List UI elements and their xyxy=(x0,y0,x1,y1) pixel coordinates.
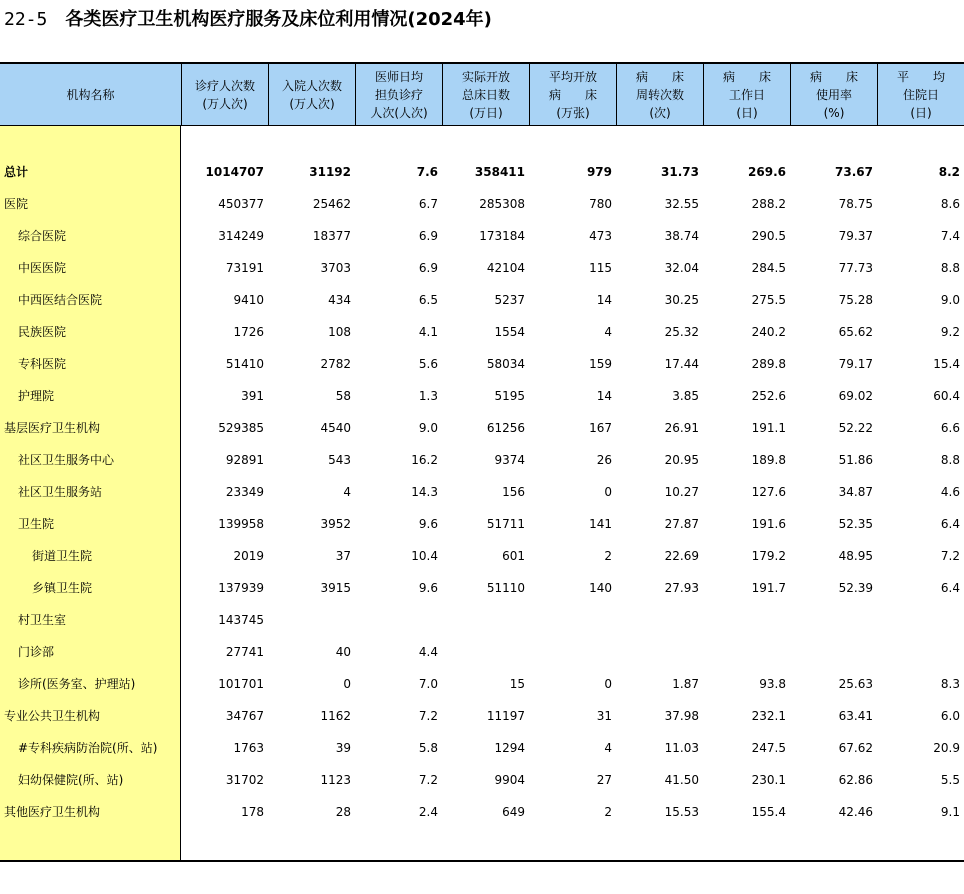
table-row xyxy=(0,316,964,348)
header-cell xyxy=(181,64,268,126)
header-line: (万人次) xyxy=(202,97,248,111)
row-label: 诊所(医务室、护理站) xyxy=(18,677,136,691)
table-cell xyxy=(442,636,525,668)
table-cell: 232.1 xyxy=(751,709,786,723)
table-cell: 10.27 xyxy=(664,485,699,499)
table-cell: 9904 xyxy=(494,773,525,787)
table-row xyxy=(0,636,964,668)
table-cell: 62.86 xyxy=(838,773,873,787)
table-cell xyxy=(355,604,438,636)
table-cell: 8.6 xyxy=(940,197,960,211)
table-cell: 9410 xyxy=(233,293,264,307)
row-label: 护理院 xyxy=(18,389,55,403)
header-line: 实际开放 xyxy=(461,70,510,84)
table-cell: 3.85 xyxy=(672,389,699,403)
table-header xyxy=(0,62,964,126)
table-row xyxy=(0,508,964,540)
table-cell: 434 xyxy=(328,293,351,307)
table-cell: 1123 xyxy=(320,773,351,787)
table-cell: 275.5 xyxy=(751,293,786,307)
table-cell: 20.95 xyxy=(664,453,699,467)
table-cell: 3952 xyxy=(320,517,351,531)
table-cell: 61256 xyxy=(486,421,525,435)
table-cell: 42104 xyxy=(486,261,525,275)
table-cell: 9.6 xyxy=(418,581,438,595)
table-cell: 191.7 xyxy=(751,581,786,595)
table-cell: 159 xyxy=(589,357,612,371)
table-cell: 6.4 xyxy=(940,581,960,595)
table-row xyxy=(0,348,964,380)
table-row xyxy=(0,284,964,316)
row-label: 民族医院 xyxy=(18,325,67,339)
table-cell: 51110 xyxy=(486,581,525,595)
table-cell: 0 xyxy=(604,677,612,691)
table-cell: 27741 xyxy=(225,645,264,659)
table-cell: 1162 xyxy=(320,709,351,723)
table-row xyxy=(0,572,964,604)
table-cell: 269.6 xyxy=(748,165,786,179)
table-cell: 23349 xyxy=(225,485,264,499)
table-cell: 58034 xyxy=(486,357,525,371)
table-cell: 101701 xyxy=(218,677,264,691)
table-cell: 27 xyxy=(596,773,612,787)
header-cell xyxy=(268,64,355,126)
table-cell: 1726 xyxy=(233,325,264,339)
table-cell: 15 xyxy=(509,677,525,691)
table-cell: 4 xyxy=(604,325,612,339)
table-cell: 51410 xyxy=(225,357,264,371)
table-cell: 7.2 xyxy=(418,773,438,787)
table-row xyxy=(0,444,964,476)
table-cell: 11.03 xyxy=(664,741,699,755)
table-cell: 75.28 xyxy=(838,293,873,307)
table-cell: 7.2 xyxy=(940,549,960,563)
table-cell xyxy=(703,636,786,668)
table-cell: 34767 xyxy=(225,709,264,723)
row-label: 乡镇卫生院 xyxy=(32,581,93,595)
table-cell: 52.35 xyxy=(838,517,873,531)
table-cell xyxy=(790,636,873,668)
row-label: 街道卫生院 xyxy=(32,549,93,563)
row-label: #专科疾病防治院(所、站) xyxy=(18,741,158,755)
table-cell: 40 xyxy=(335,645,351,659)
table-cell: 79.37 xyxy=(838,229,873,243)
table-cell: 143745 xyxy=(218,613,264,627)
table-cell: 28 xyxy=(335,805,351,819)
table-cell: 11197 xyxy=(486,709,525,723)
table-cell: 167 xyxy=(589,421,612,435)
table-cell: 4 xyxy=(343,485,351,499)
table-cell: 34.87 xyxy=(838,485,873,499)
table-cell: 30.25 xyxy=(664,293,699,307)
table-cell xyxy=(790,604,873,636)
table-cell: 52.22 xyxy=(838,421,873,435)
header-cell xyxy=(355,64,442,126)
table-cell: 173184 xyxy=(479,229,525,243)
table-cell: 4.6 xyxy=(940,485,960,499)
table-cell xyxy=(268,604,351,636)
row-label: 村卫生室 xyxy=(18,613,67,627)
header-line: 平 均 xyxy=(896,70,945,84)
table-cell: 6.5 xyxy=(418,293,438,307)
table-cell: 2 xyxy=(604,805,612,819)
table-cell: 41.50 xyxy=(664,773,699,787)
table-cell: 93.8 xyxy=(759,677,786,691)
table-cell: 1.3 xyxy=(418,389,438,403)
table-cell: 358411 xyxy=(474,165,525,179)
table-cell: 8.8 xyxy=(940,453,960,467)
table-row xyxy=(0,700,964,732)
table-cell: 18377 xyxy=(312,229,351,243)
table-cell: 2 xyxy=(604,549,612,563)
table-cell: 14 xyxy=(596,389,612,403)
table-cell: 240.2 xyxy=(751,325,786,339)
row-label: 妇幼保健院(所、站) xyxy=(18,773,124,787)
table-cell: 8.8 xyxy=(940,261,960,275)
header-cell xyxy=(616,64,703,126)
table-cell: 7.0 xyxy=(418,677,438,691)
header-line: 周转次数 xyxy=(635,88,684,102)
table-row xyxy=(0,188,964,220)
header-line: 担负诊疗 xyxy=(374,88,423,102)
table-row xyxy=(0,604,964,636)
table-cell: 115 xyxy=(589,261,612,275)
table-cell: 14.3 xyxy=(411,485,438,499)
table-row xyxy=(0,412,964,444)
table-row xyxy=(0,764,964,796)
table-cell: 77.73 xyxy=(838,261,873,275)
header-line: (万日) xyxy=(469,106,503,120)
table-cell: 5195 xyxy=(494,389,525,403)
table-cell: 529385 xyxy=(218,421,264,435)
table-cell: 32.55 xyxy=(664,197,699,211)
table-cell: 155.4 xyxy=(751,805,786,819)
table-cell: 63.41 xyxy=(838,709,873,723)
table-cell: 6.4 xyxy=(940,517,960,531)
table-cell: 7.4 xyxy=(940,229,960,243)
table-cell: 15.4 xyxy=(933,357,960,371)
table-cell: 60.4 xyxy=(933,389,960,403)
row-label: 总计 xyxy=(4,165,29,179)
table-cell: 3703 xyxy=(320,261,351,275)
table-cell xyxy=(877,636,960,668)
header-cell xyxy=(790,64,877,126)
table-cell xyxy=(529,604,612,636)
header-line: 总床日数 xyxy=(461,88,510,102)
table-cell: 32.04 xyxy=(664,261,699,275)
table-cell: 289.8 xyxy=(751,357,786,371)
table-cell: 4 xyxy=(604,741,612,755)
table-cell: 141 xyxy=(589,517,612,531)
table-cell: 780 xyxy=(589,197,612,211)
table-cell: 140 xyxy=(589,581,612,595)
table-cell: 31702 xyxy=(225,773,264,787)
table-cell: 649 xyxy=(502,805,525,819)
table-cell: 1554 xyxy=(494,325,525,339)
table-cell: 252.6 xyxy=(751,389,786,403)
table-cell: 7.6 xyxy=(416,165,438,179)
table-cell: 156 xyxy=(502,485,525,499)
header-line: (%) xyxy=(823,106,845,120)
table-cell: 52.39 xyxy=(838,581,873,595)
table-row xyxy=(0,220,964,252)
header-line: (日) xyxy=(736,106,758,120)
header-line: 人次(人次) xyxy=(370,106,428,120)
table-cell: 67.62 xyxy=(838,741,873,755)
row-label: 基层医疗卫生机构 xyxy=(4,421,101,435)
table-cell: 65.62 xyxy=(838,325,873,339)
header-line: (万人次) xyxy=(289,97,335,111)
header-line: 诊疗人次数 xyxy=(194,79,255,93)
table-cell: 473 xyxy=(589,229,612,243)
table-cell: 6.6 xyxy=(940,421,960,435)
table-cell: 9374 xyxy=(494,453,525,467)
table-row xyxy=(0,668,964,700)
table-cell: 79.17 xyxy=(838,357,873,371)
row-label: 中西医结合医院 xyxy=(18,293,103,307)
table-row xyxy=(0,796,964,828)
table-cell: 6.9 xyxy=(418,229,438,243)
table-cell xyxy=(529,636,612,668)
table-row xyxy=(0,476,964,508)
row-label: 社区卫生服务中心 xyxy=(18,453,115,467)
header-line: 工作日 xyxy=(728,88,765,102)
page-title xyxy=(4,6,492,34)
table-cell: 5237 xyxy=(494,293,525,307)
table-cell: 51711 xyxy=(486,517,525,531)
table-cell: 15.53 xyxy=(664,805,699,819)
table-cell: 284.5 xyxy=(751,261,786,275)
table-cell: 391 xyxy=(241,389,264,403)
header-line: 使用率 xyxy=(815,88,852,102)
table-cell: 979 xyxy=(586,165,612,179)
table-cell: 3915 xyxy=(320,581,351,595)
table-cell: 27.87 xyxy=(664,517,699,531)
table-cell: 1.87 xyxy=(672,677,699,691)
table-cell: 0 xyxy=(343,677,351,691)
table-cell: 26.91 xyxy=(664,421,699,435)
header-line: 住院日 xyxy=(902,88,939,102)
table-title: 各类医疗卫生机构医疗服务及床位利用情况(2024年) xyxy=(65,9,492,30)
header-line: (日) xyxy=(910,106,932,120)
row-label: 综合医院 xyxy=(18,229,67,243)
table-row xyxy=(0,252,964,284)
table-cell: 2019 xyxy=(233,549,264,563)
table-cell: 191.6 xyxy=(751,517,786,531)
table-cell: 290.5 xyxy=(751,229,786,243)
table-cell: 9.1 xyxy=(940,805,960,819)
table-cell: 20.9 xyxy=(933,741,960,755)
row-label: 中医医院 xyxy=(18,261,67,275)
table-cell: 25.63 xyxy=(838,677,873,691)
table-cell: 31.73 xyxy=(661,165,699,179)
table-cell: 5.8 xyxy=(418,741,438,755)
table-cell: 10.4 xyxy=(411,549,438,563)
row-label: 社区卫生服务站 xyxy=(18,485,103,499)
table-cell: 108 xyxy=(328,325,351,339)
row-label: 其他医疗卫生机构 xyxy=(4,805,101,819)
table-cell: 6.7 xyxy=(418,197,438,211)
table-row xyxy=(0,732,964,764)
bottom-rule xyxy=(0,860,964,862)
table-cell xyxy=(877,604,960,636)
header-line: 病 床 xyxy=(722,70,771,84)
table-cell: 78.75 xyxy=(838,197,873,211)
table-cell: 230.1 xyxy=(751,773,786,787)
table-cell: 450377 xyxy=(218,197,264,211)
table-cell: 247.5 xyxy=(751,741,786,755)
table-cell xyxy=(442,604,525,636)
table-cell: 5.6 xyxy=(418,357,438,371)
table-cell xyxy=(616,604,699,636)
table-row xyxy=(0,380,964,412)
table-cell: 137939 xyxy=(218,581,264,595)
header-line: 平均开放 xyxy=(548,70,597,84)
table-cell: 179.2 xyxy=(751,549,786,563)
table-cell: 285308 xyxy=(479,197,525,211)
table-cell: 1294 xyxy=(494,741,525,755)
header-line: 机构名称 xyxy=(66,88,115,102)
table-cell: 73.67 xyxy=(835,165,873,179)
row-label: 专科医院 xyxy=(18,357,67,371)
table-cell: 601 xyxy=(502,549,525,563)
table-number: 22-5 xyxy=(4,9,48,30)
table-cell: 26 xyxy=(596,453,612,467)
row-label: 门诊部 xyxy=(18,645,55,659)
table-cell: 4.1 xyxy=(418,325,438,339)
header-cell xyxy=(703,64,790,126)
table-cell: 37.98 xyxy=(664,709,699,723)
table-cell: 288.2 xyxy=(751,197,786,211)
row-label: 卫生院 xyxy=(18,517,55,531)
header-line: 医师日均 xyxy=(374,70,423,84)
table-cell: 51.86 xyxy=(838,453,873,467)
header-cell xyxy=(442,64,529,126)
table-cell: 4.4 xyxy=(418,645,438,659)
header-cell xyxy=(0,64,181,126)
table-cell: 178 xyxy=(241,805,264,819)
table-cell: 25.32 xyxy=(664,325,699,339)
table-cell: 139958 xyxy=(218,517,264,531)
table-cell: 38.74 xyxy=(664,229,699,243)
table-cell: 27.93 xyxy=(664,581,699,595)
row-label: 医院 xyxy=(4,197,29,211)
table-cell xyxy=(703,604,786,636)
table-cell: 127.6 xyxy=(751,485,786,499)
header-line: (次) xyxy=(649,106,671,120)
table-cell: 48.95 xyxy=(838,549,873,563)
table-cell: 22.69 xyxy=(664,549,699,563)
table-cell: 58 xyxy=(335,389,351,403)
header-line: 病 床 xyxy=(635,70,684,84)
table-cell: 14 xyxy=(596,293,612,307)
table-cell: 8.3 xyxy=(940,677,960,691)
table-cell: 7.2 xyxy=(418,709,438,723)
table-cell: 191.1 xyxy=(751,421,786,435)
table-cell: 6.9 xyxy=(418,261,438,275)
table-cell: 9.2 xyxy=(940,325,960,339)
table-cell: 0 xyxy=(604,485,612,499)
table-cell: 2782 xyxy=(320,357,351,371)
table-cell: 189.8 xyxy=(751,453,786,467)
table-cell: 42.46 xyxy=(838,805,873,819)
header-line: 入院人次数 xyxy=(281,79,342,93)
table-cell: 31 xyxy=(596,709,612,723)
table-cell: 31192 xyxy=(309,165,351,179)
table-cell: 25462 xyxy=(312,197,351,211)
table-cell: 73191 xyxy=(225,261,264,275)
table-cell: 1763 xyxy=(233,741,264,755)
table-cell: 69.02 xyxy=(838,389,873,403)
table-cell xyxy=(616,636,699,668)
table-row xyxy=(0,156,964,188)
header-line: (万张) xyxy=(556,106,590,120)
table-cell: 543 xyxy=(328,453,351,467)
table-cell: 314249 xyxy=(218,229,264,243)
table-cell: 17.44 xyxy=(664,357,699,371)
table-cell: 5.5 xyxy=(940,773,960,787)
header-cell xyxy=(877,64,964,126)
table-cell: 9.0 xyxy=(418,421,438,435)
table-cell: 37 xyxy=(335,549,351,563)
table-cell: 9.0 xyxy=(940,293,960,307)
table-cell: 39 xyxy=(335,741,351,755)
header-line: 病 床 xyxy=(548,88,597,102)
header-line: 病 床 xyxy=(809,70,858,84)
table-cell: 1014707 xyxy=(205,165,264,179)
table-cell: 92891 xyxy=(225,453,264,467)
table-cell: 8.2 xyxy=(938,165,960,179)
table-cell: 4540 xyxy=(320,421,351,435)
table-cell: 2.4 xyxy=(418,805,438,819)
row-label: 专业公共卫生机构 xyxy=(4,709,101,723)
table-cell: 16.2 xyxy=(411,453,438,467)
table-row xyxy=(0,540,964,572)
header-cell xyxy=(529,64,616,126)
table-cell: 9.6 xyxy=(418,517,438,531)
table-cell: 6.0 xyxy=(940,709,960,723)
